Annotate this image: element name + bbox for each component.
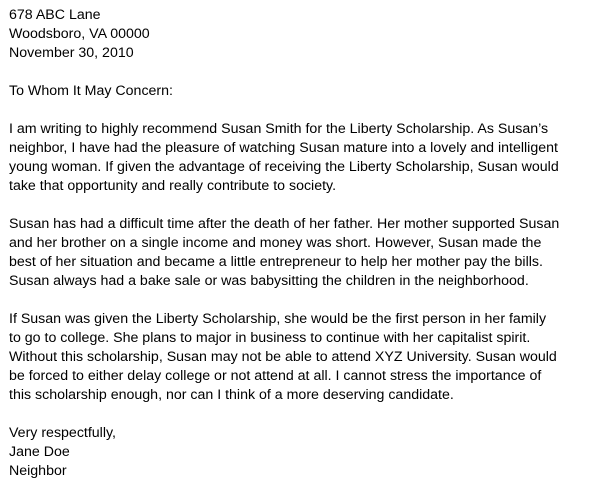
paragraph-line: neighbor, I have had the pleasure of watching Susan mature into a lovely and intelligent xyxy=(9,140,558,156)
body-paragraph-3 xyxy=(9,310,585,405)
sender-address-block xyxy=(9,6,585,63)
paragraph-line: to go to college. She plans to major in business to continue with her capitalist spirit. xyxy=(9,330,531,346)
paragraph-line: this scholarship enough, nor can I think of a more deserving candidate. xyxy=(9,387,454,403)
salutation-block xyxy=(9,82,585,101)
signer-title: Neighbor xyxy=(9,463,67,479)
valediction: Very respectfully, xyxy=(9,425,116,441)
paragraph-line: take that opportunity and really contribute to society. xyxy=(9,178,337,194)
sender-street: 678 ABC Lane xyxy=(9,7,101,23)
closing-block xyxy=(9,424,585,481)
salutation: To Whom It May Concern: xyxy=(9,83,173,99)
paragraph-line: best of her situation and became a little entrepreneur to help her mother pay the bills. xyxy=(9,254,543,270)
paragraph-line: If Susan was given the Liberty Scholarship, she would be the first person in her family xyxy=(9,311,547,327)
paragraph-line: Susan has had a difficult time after the death of her father. Her mother supported Susan xyxy=(9,216,560,232)
letter-date: November 30, 2010 xyxy=(9,45,134,61)
paragraph-line: be forced to either delay college or not attend at all. I cannot stress the importance of xyxy=(9,368,542,384)
body-paragraph-1 xyxy=(9,120,585,196)
sender-city-state-zip: Woodsboro, VA 00000 xyxy=(9,26,150,42)
paragraph-line: and her brother on a single income and money was short. However, Susan made the xyxy=(9,235,542,251)
paragraph-line: Without this scholarship, Susan may not be able to attend XYZ University. Susan would xyxy=(9,349,557,365)
body-paragraph-2 xyxy=(9,215,585,291)
paragraph-line: Susan always had a bake sale or was babysitting the children in the neighborhood. xyxy=(9,273,529,289)
paragraph-line: I am writing to highly recommend Susan Smith for the Liberty Scholarship. As Susan’s xyxy=(9,121,549,137)
paragraph-line: young woman. If given the advantage of receiving the Liberty Scholarship, Susan would xyxy=(9,159,559,175)
signer-name: Jane Doe xyxy=(9,444,70,460)
